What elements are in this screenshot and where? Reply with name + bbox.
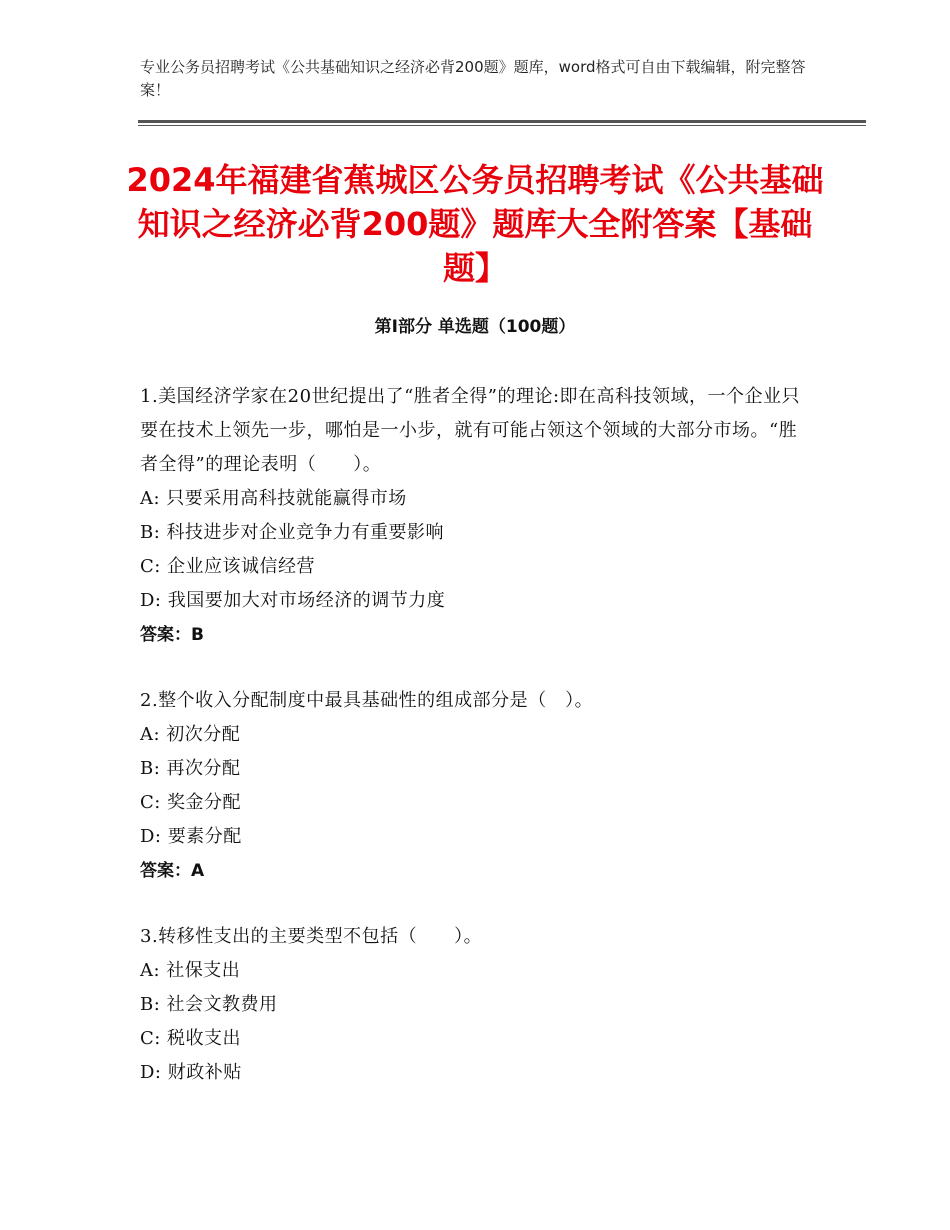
header-rule-thick	[138, 120, 866, 123]
option-b: B: 再次分配	[140, 758, 241, 779]
question-list	[140, 380, 810, 1122]
question-3	[140, 920, 810, 1090]
option-c: C: 奖金分配	[140, 792, 242, 813]
option-b: B: 社会文教费用	[140, 994, 278, 1015]
option-d: D: 要素分配	[140, 826, 242, 847]
question-stem: 2.整个收入分配制度中最具基础性的组成部分是（ ）。	[140, 690, 594, 711]
answer: 答案：A	[140, 861, 205, 881]
question-stem: 1.美国经济学家在20世纪提出了“胜者全得”的理论:即在高科技领域，一个企业只要在技术上领先一步，哪怕是一小步，就有可能占领这个领域的大部分市场。“胜者全得”的理论表明（ ）。	[140, 386, 801, 475]
question-stem: 3.转移性支出的主要类型不包括（ ）。	[140, 926, 483, 947]
answer: 答案：B	[140, 625, 204, 645]
question-1	[140, 380, 810, 652]
option-d: D: 财政补贴	[140, 1062, 242, 1083]
header-rule-thin	[138, 125, 866, 126]
document-title: 2024年福建省蕉城区公务员招聘考试《公共基础知识之经济必背200题》题库大全附答案【基础题】	[126, 161, 824, 287]
option-d: D: 我国要加大对市场经济的调节力度	[140, 590, 446, 611]
option-a: A: 初次分配	[140, 724, 241, 745]
option-c: C: 企业应该诚信经营	[140, 556, 316, 577]
section-title: 第Ⅰ部分 单选题（100题）	[374, 317, 576, 337]
option-a: A: 只要采用高科技就能赢得市场	[140, 488, 407, 509]
option-b: B: 科技进步对企业竞争力有重要影响	[140, 522, 445, 543]
header-note: 专业公务员招聘考试《公共基础知识之经济必背200题》题库，word格式可自由下载编辑，附完整答案！	[140, 58, 806, 99]
option-a: A: 社保支出	[140, 960, 241, 981]
option-c: C: 税收支出	[140, 1028, 242, 1049]
question-2	[140, 684, 810, 888]
